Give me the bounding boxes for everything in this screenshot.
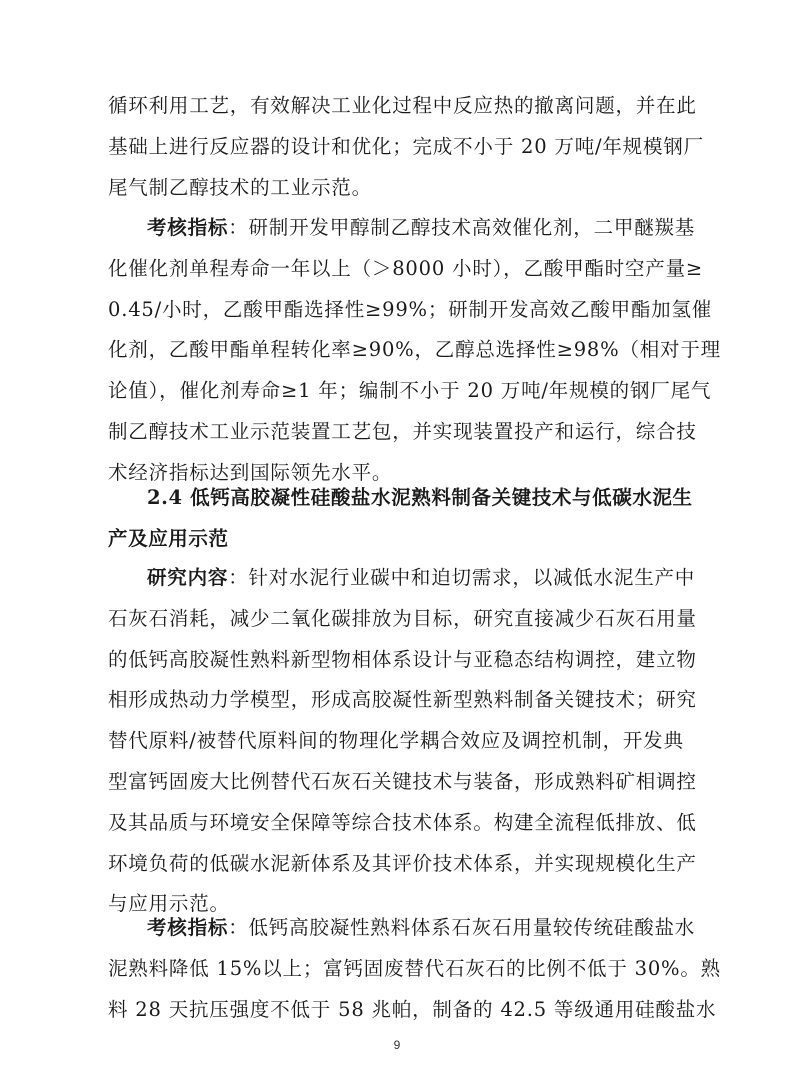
heading-line: 产及应用示范 <box>108 526 229 550</box>
text-line <box>108 908 696 949</box>
text-fragment: ：针对水泥行业碳中和迫切需求，以减低水泥生产中 <box>228 566 696 589</box>
text-line: 与应用示范。 <box>108 892 230 916</box>
paragraph-research-content <box>108 558 697 925</box>
text-line: 及其品质与环境安全保障等综合技术体系。构建全流程低排放、低 <box>108 810 697 834</box>
page-number: 9 <box>393 1038 401 1052</box>
text-line: 的低钙高胶凝性熟料新型物相体系设计与亚稳态结构调控，建立物 <box>108 647 697 671</box>
text-line: 0.45/小时，乙酸甲酯选择性≥99%；研制开发高效乙酸甲酯加氢催 <box>108 297 713 321</box>
text-fragment: ：研制开发甲醇制乙醇技术高效催化剂，二甲醚羰基 <box>228 216 696 239</box>
text-fragment: ：低钙高胶凝性熟料体系石灰石用量较传统硅酸盐水 <box>228 916 696 939</box>
text-line <box>108 558 696 599</box>
text-line: 料 28 天抗压强度不低于 58 兆帕，制备的 42.5 等级通用硅酸盐水 <box>108 997 717 1021</box>
text-line: 化催化剂单程寿命一年以上（＞8000 小时），乙酸甲酯时空产量≥ <box>108 256 704 280</box>
section-label: 研究内容 <box>147 566 229 589</box>
section-label: 考核指标 <box>147 216 229 239</box>
text-line: 石灰石消耗，减少二氧化碳排放为目标，研究直接减少石灰石用量 <box>108 606 697 630</box>
text-line: 相形成热动力学模型，形成高胶凝性新型熟料制备关键技术；研究 <box>108 688 697 712</box>
text-line: 替代原料/被替代原料间的物理化学耦合效应及调控机制，开发典 <box>108 729 684 753</box>
text-line: 术经济指标达到国际领先水平。 <box>108 460 393 484</box>
text-line: 论值），催化剂寿命≥1 年；编制不小于 20 万吨/年规模的钢厂尾气 <box>108 379 712 403</box>
text-line: 泥熟料降低 15%以上；富钙固废替代石灰石的比例不低于 30%。熟 <box>108 956 721 980</box>
paragraph-continuation <box>108 86 704 208</box>
text-line: 型富钙固废大比例替代石灰石关键技术与装备，形成熟料矿相调控 <box>108 769 697 793</box>
section-heading <box>108 478 693 560</box>
section-label: 考核指标 <box>147 916 229 939</box>
paragraph-assessment-indicators <box>108 208 721 494</box>
heading-line: 2.4 低钙高胶凝性硅酸盐水泥熟料制备关键技术与低碳水泥生 <box>147 486 693 509</box>
text-line: 环境负荷的低碳水泥新体系及其评价技术体系，并实现规模化生产 <box>108 851 697 875</box>
text-line <box>108 208 696 249</box>
text-line: 基础上进行反应器的设计和优化；完成不小于 20 万吨/年规模钢厂 <box>108 134 704 158</box>
text-line: 尾气制乙醇技术的工业示范。 <box>108 175 372 199</box>
paragraph-assessment-indicators <box>108 908 721 1030</box>
text-line: 化剂，乙酸甲酯单程转化率≥90%，乙醇总选择性≥98%（相对于理 <box>108 338 721 362</box>
text-line: 制乙醇技术工业示范装置工艺包，并实现装置投产和运行，综合技 <box>108 419 697 443</box>
text-line: 循环利用工艺，有效解决工业化过程中反应热的撤离问题，并在此 <box>108 94 697 117</box>
